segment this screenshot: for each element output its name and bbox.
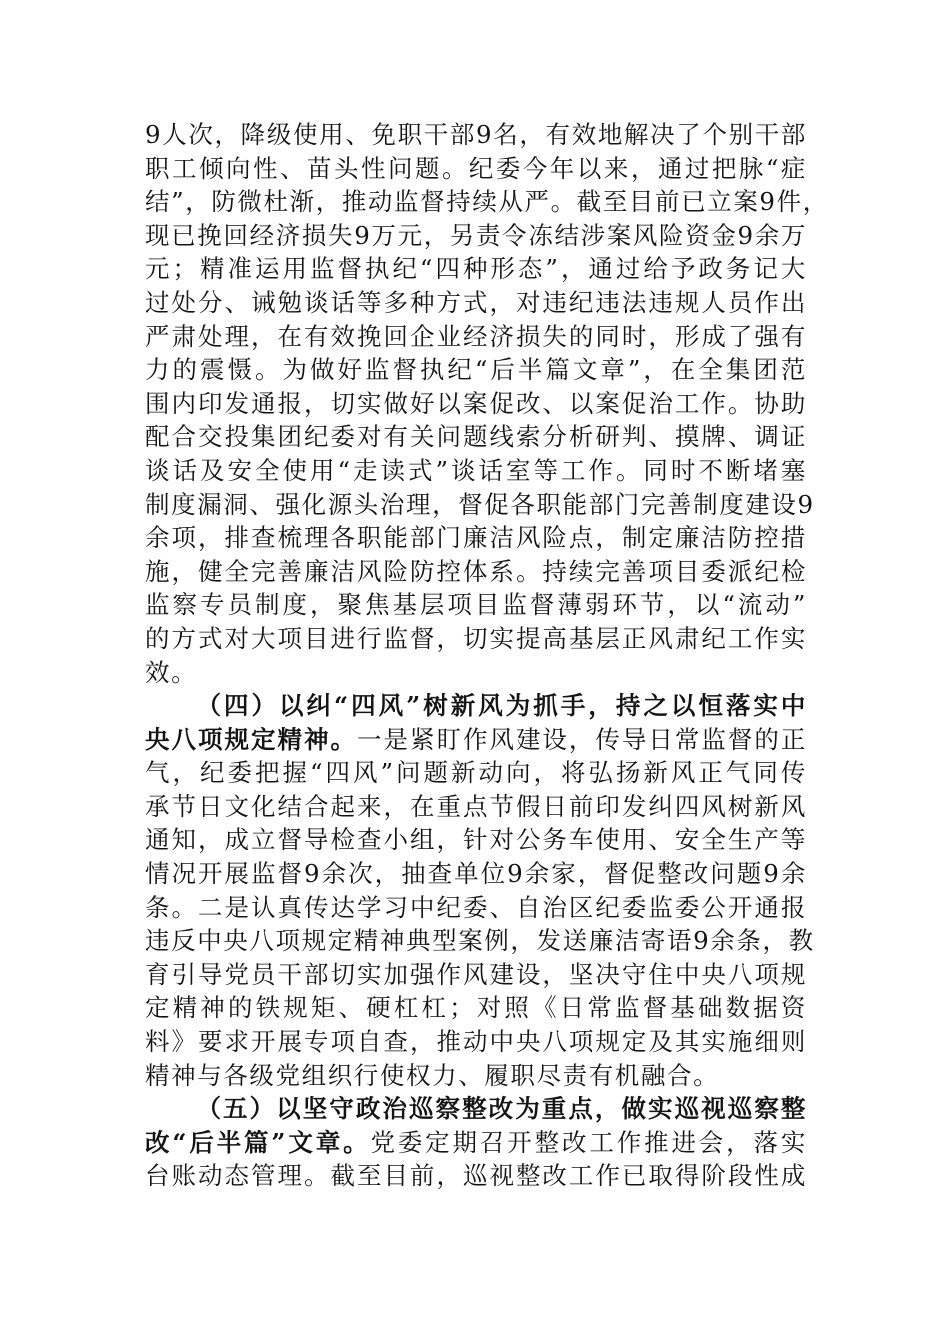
line-text: 严肃处理，在有效挽回企业经济损失的同时，形成了强有 — [145, 321, 807, 351]
text-line — [145, 891, 807, 925]
text-line — [145, 991, 807, 1025]
line-text: 条。二是认真传达学习中纪委、自治区纪委监委公开通报 — [145, 892, 807, 922]
line-text: 台账动态管理。截至目前，巡视整改工作已取得阶段性成 — [145, 1161, 807, 1191]
line-text: 过处分、诫勉谈话等多种方式，对违纪违法违规人员作出 — [145, 287, 807, 317]
text-line — [145, 1059, 807, 1093]
text-line — [145, 924, 815, 958]
text-line — [145, 1126, 807, 1160]
line-text: 定精神的铁规矩、硬杠杠；对照《日常监督基础数据资 — [145, 993, 807, 1023]
text-line — [145, 320, 807, 354]
text-line — [145, 521, 807, 555]
text-line — [145, 118, 807, 152]
text-line — [145, 488, 815, 522]
line-text: 育引导党员干部切实加强作风建设，坚决守住中央八项规 — [145, 959, 807, 989]
line-text: 谈话及安全使用“走读式”谈话室等工作。同时不断堵塞 — [145, 455, 807, 485]
line-text: 违反中央八项规定精神典型案例，发送廉洁寄语9余条，教 — [145, 926, 815, 956]
line-text: 党委定期召开整改工作推进会，落实 — [370, 1127, 807, 1157]
line-text: 精神与各级党组织行使权力、履职尽责有机融合。 — [145, 1060, 720, 1090]
line-text: 的方式对大项目进行监督，切实提高基层正风肃纪工作实 — [145, 623, 807, 653]
text-line — [145, 387, 807, 421]
text-line — [145, 790, 807, 824]
text-line — [145, 353, 807, 387]
bold-heading-text: （五）以坚守政治巡察整改为重点，做实巡视巡察整 — [196, 1094, 807, 1124]
text-line — [145, 656, 807, 690]
body-text — [145, 118, 829, 1193]
line-text: 通知，成立督导检查小组，针对公务车使用、安全生产等 — [145, 825, 807, 855]
text-line — [145, 756, 807, 790]
line-text: 一是紧盯作风建设，传导日常监督的正 — [356, 724, 807, 754]
line-text: 围内印发通报，切实做好以案促改、以案促治工作。协助 — [145, 388, 807, 418]
text-line — [145, 252, 807, 286]
text-line — [145, 1025, 807, 1059]
text-line — [145, 723, 807, 757]
line-text: 效。 — [145, 657, 198, 687]
line-text: 制度漏洞、强化源头治理，督促各职能部门完善制度建设9 — [145, 489, 815, 519]
text-line — [145, 689, 807, 723]
line-text: 9人次，降级使用、免职干部9名，有效地解决了个别干部 — [145, 120, 807, 149]
text-line — [145, 219, 807, 253]
text-line — [145, 185, 829, 219]
line-text: 情况开展监督9余次，抽查单位9余家，督促整改问题9余 — [145, 859, 807, 889]
text-line — [145, 622, 807, 656]
text-line — [145, 1159, 807, 1193]
line-text: 气，纪委把握“四风”问题新动向，将弘扬新风正气同传 — [145, 758, 807, 788]
bold-heading-text: 改“后半篇”文章。 — [145, 1127, 371, 1157]
line-text: 职工倾向性、苗头性问题。纪委今年以来，通过把脉“症 — [145, 153, 807, 183]
text-line — [145, 152, 807, 186]
line-text: 承节日文化结合起来，在重点节假日前印发纠四风树新风 — [145, 791, 807, 821]
text-line — [145, 857, 807, 891]
text-line — [145, 823, 807, 857]
line-text: 元；精准运用监督执纪“四种形态”，通过给予政务记大 — [145, 254, 807, 284]
line-text: 监察专员制度，聚焦基层项目监督薄弱环节，以“流动” — [145, 590, 807, 620]
text-line — [145, 588, 807, 622]
text-line — [145, 454, 807, 488]
line-text: 现已挽回经济损失9万元，另责令冻结涉案风险资金9余万 — [145, 220, 807, 250]
line-text: 结”，防微杜渐，推动监督持续从严。截至目前已立案9件， — [145, 187, 829, 217]
text-line — [145, 420, 807, 454]
line-text: 施，健全完善廉洁风险防控体系。持续完善项目委派纪检 — [145, 556, 807, 586]
text-line — [145, 286, 807, 320]
bold-heading-text: 央八项规定精神。 — [145, 724, 357, 754]
line-text: 配合交投集团纪委对有关问题线索分析研判、摸牌、调证 — [145, 422, 807, 452]
text-line — [145, 958, 807, 992]
line-text: 料》要求开展专项自查，推动中央八项规定及其实施细则 — [145, 1027, 807, 1057]
line-text: 余项，排查梳理各职能部门廉洁风险点，制定廉洁防控措 — [145, 523, 807, 553]
bold-heading-text: （四）以纠“四风”树新风为抓手，持之以恒落实中 — [196, 691, 807, 721]
line-text: 力的震慑。为做好监督执纪“后半篇文章”，在全集团范 — [145, 355, 807, 385]
text-line — [145, 1092, 807, 1126]
text-line — [145, 555, 807, 589]
